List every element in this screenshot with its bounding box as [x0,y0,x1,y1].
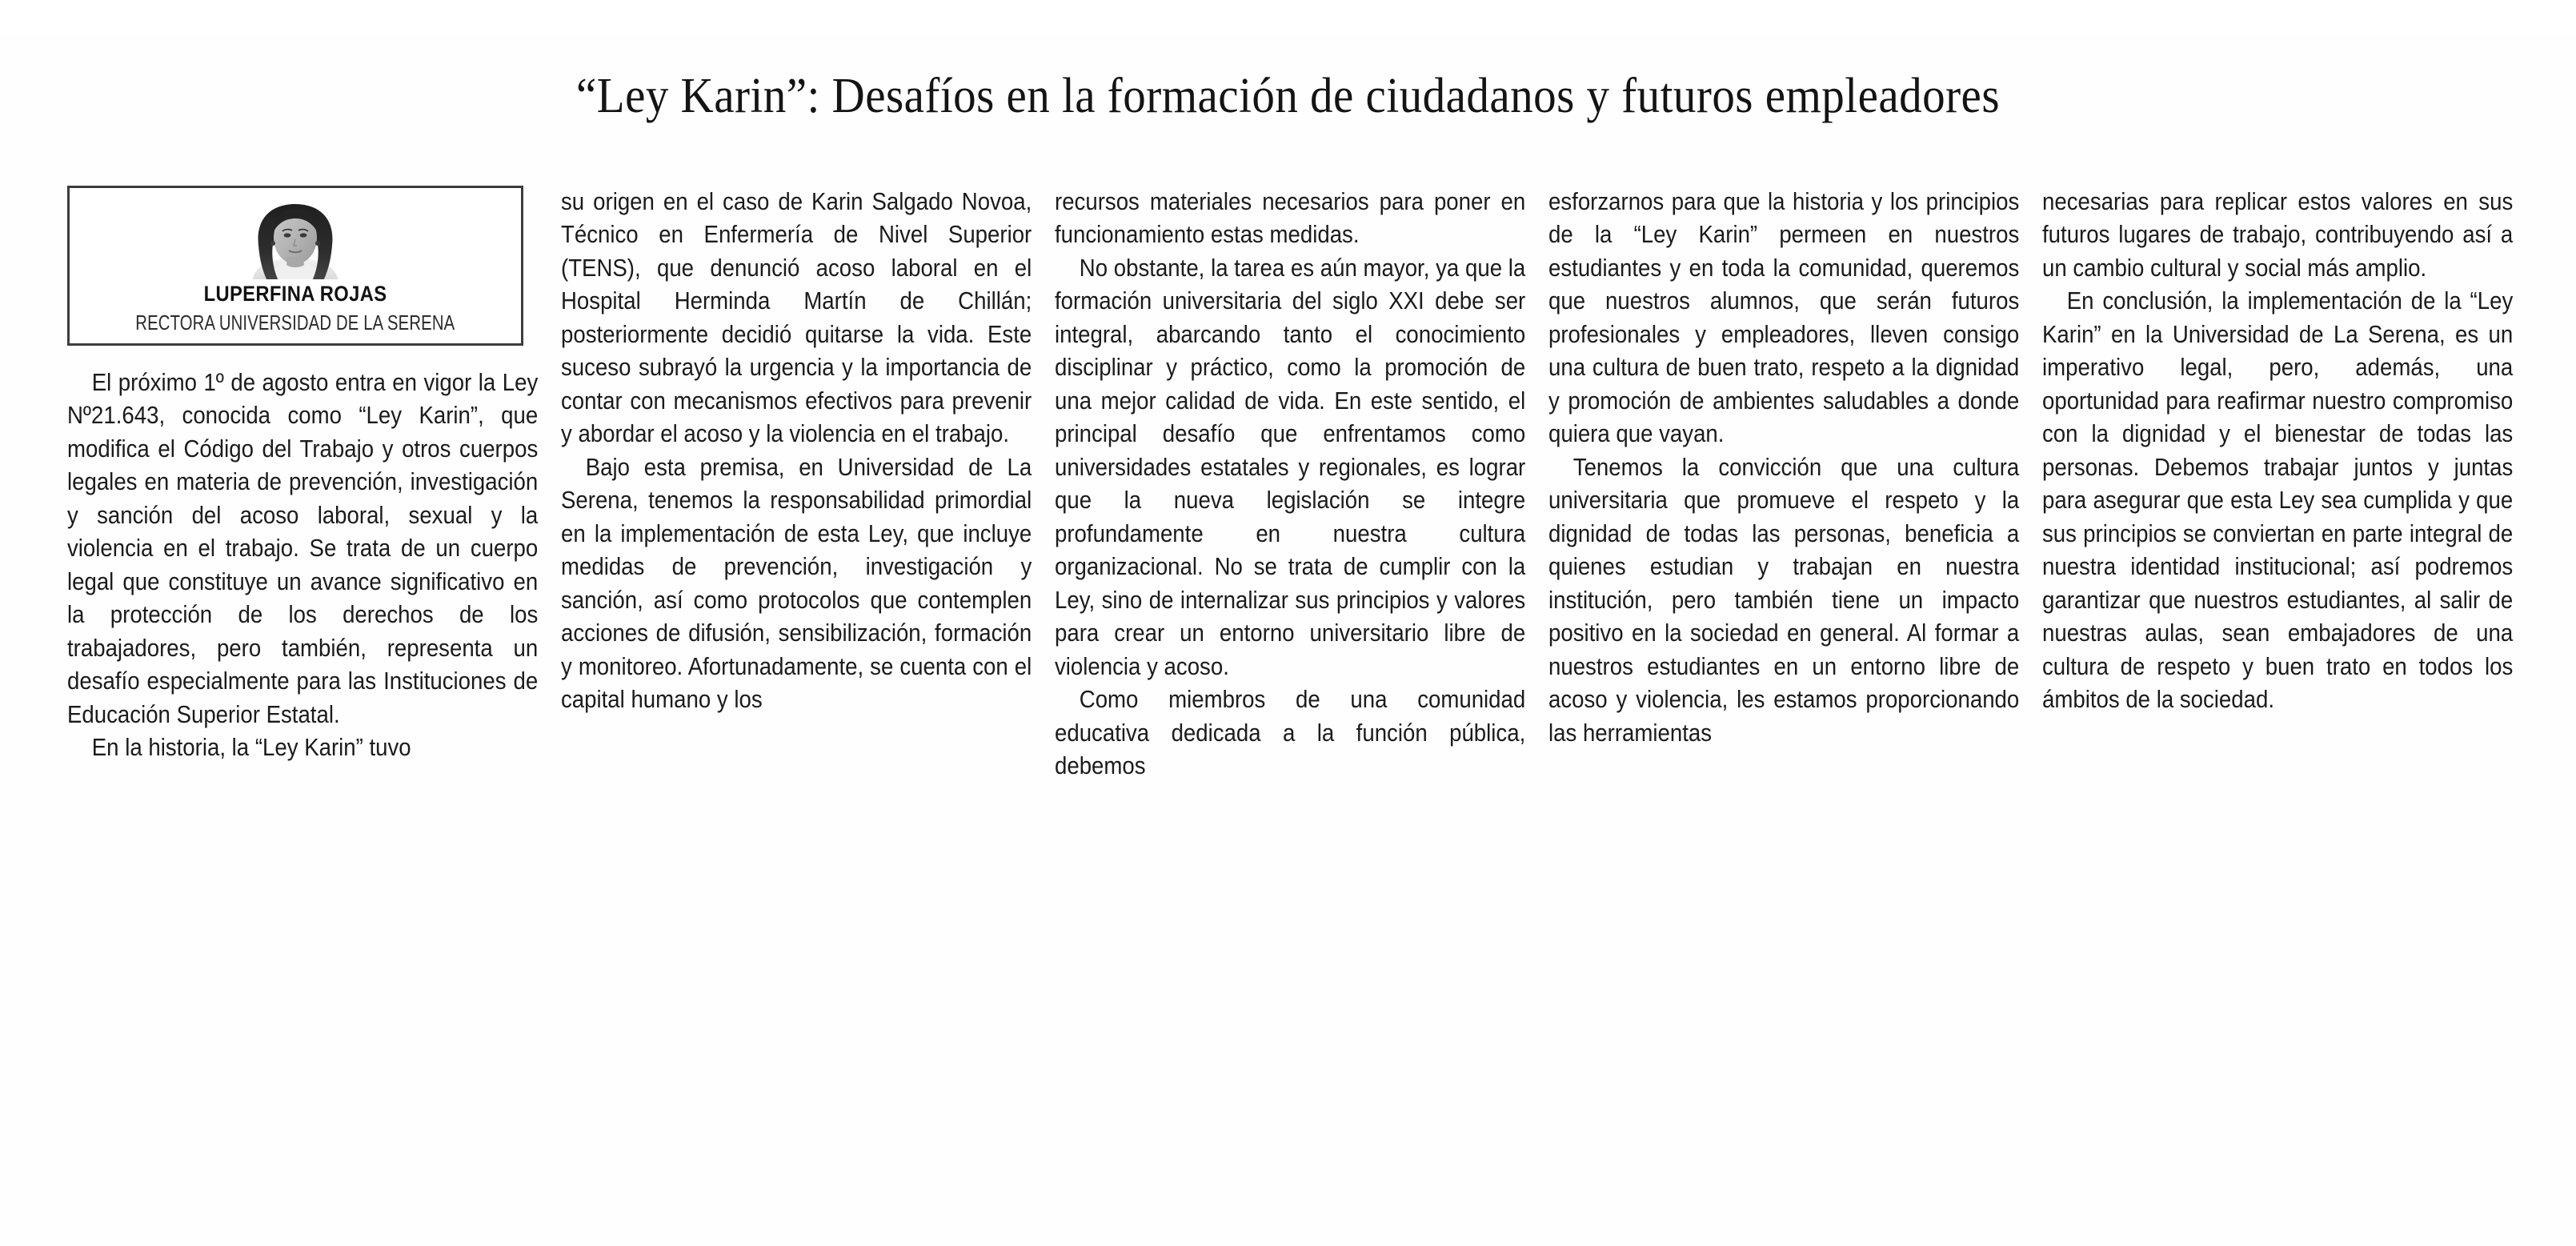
author-name: LUPERFINA ROJAS [203,281,387,306]
paragraph: No obstante, la tarea es aún mayor, ya que la formación universitaria del siglo XXI debe ser integral, abarcando tanto el conocimiento disciplinar y práctico, como la promoción de una mejor calidad de vida. En este sentido, el principal desafío que enfrentamos como universidades estatales y regionales, es lograr que la nueva legislación se integre profundamente en nuestra cultura organizacional. No se trata de cumplir con la Ley, sino de internalizar sus principios y valores para crear un entorno universitario libre de violencia y acoso. [1055,254,1526,680]
column-1-body [67,367,538,765]
text-column-5 [2042,186,2514,783]
column-2-body [561,186,1032,717]
text-column-1 [67,186,539,783]
column-4-body [1548,186,2019,751]
author-card [67,186,523,346]
author-role: RECTORA UNIVERSIDAD DE LA SERENA [135,310,455,335]
paragraph: su origen en el caso de Karin Salgado Novoa, Técnico en Enfermería de Nivel Superior (TENS), que denunció acoso laboral en el Hospital Herminda Martín de Chillán; posteriormente decidió quitarse la vida. Este suceso subrayó la urgencia y la importancia de contar con mecanismos efectivos para prevenir y abordar el acoso y la violencia en el trabajo. [561,187,1032,448]
paragraph: En la historia, la “Ley Karin” tuvo [91,734,411,762]
text-column-2 [561,186,1033,783]
paragraph: El próximo 1º de agosto entra en vigor la Ley Nº21.643, conocida como “Ley Karin”, que modifica el Código del Trabajo y otros cuerpos legales en materia de prevención, investigación y sanción del acoso laboral, sexual y la violencia en el trabajo. Se trata de un cuerpo legal que constituye un avance significativo en la protección de los derechos de los trabajadores, pero también, representa un desafío especialmente para las Instituciones de Educación Superior Estatal. [67,368,539,728]
paragraph: En conclusión, la implementación de la “Ley Karin” en la Universidad de La Serena, es un imperativo legal, pero, además, una oportunidad para reafirmar nuestro compromiso con la dignidad y el bienestar de todas las personas. Debemos trabajar juntos y juntas para asegurar que esta Ley sea cumplida y que sus principios se conviertan en parte integral de nuestra identidad institucional; así podremos garantizar que nuestros estudiantes, al salir de nuestras aulas, sean embajadores de una cultura de respeto y buen trato en todos los ámbitos de la sociedad. [2042,287,2514,714]
paragraph: recursos materiales necesarios para poner en funcionamiento estas medidas. [1055,187,1526,249]
paragraph: Tenemos la convicción que una cultura universitaria que promueve el respeto y la dignidad de todas las personas, beneficia a quienes estudian y trabajan en nuestra institución, pero también tiene un impacto positivo en la sociedad en general. Al formar a nuestros estudiantes en un entorno libre de acoso y violencia, les estamos proporcionando las herramientas [1548,453,2020,747]
paragraph: necesarias para replicar estos valores en sus futuros lugares de trabajo, contribuyendo así a un cambio cultural y social más amplio. [2042,187,2514,282]
author-portrait [217,199,374,279]
column-3-body [1055,186,1525,783]
text-column-4 [1548,186,2021,783]
newspaper-opinion-page [0,34,2576,1246]
text-column-3 [1055,186,1527,783]
paragraph: Bajo esta premisa, en Universidad de La Serena, tenemos la responsabilidad primordial en la implementación de esta Ley, que incluye medidas de prevención, investigación y sanción, así como protocolos que contemplen acciones de difusión, sensibilización, formación y monitoreo. Afortunadamente, se cuenta con el capital humano y los [561,453,1032,714]
paragraph: Como miembros de una comunidad educativa dedicada a la función pública, debemos [1055,686,1526,780]
paragraph: esforzarnos para que la historia y los principios de la “Ley Karin” permeen en nuestros estudiantes y en toda la comunidad, queremos que nuestros alumnos, que serán futuros profesionales y empleadores, lleven consigo una cultura de buen trato, respeto a la dignidad y promoción de ambientes saludables a donde quiera que vayan. [1548,187,2020,448]
article-columns [67,186,2514,783]
column-5-body [2042,186,2513,717]
page-title: “Ley Karin”: Desafíos en la formación de ciudadanos y futuros empleadores [576,68,2000,123]
